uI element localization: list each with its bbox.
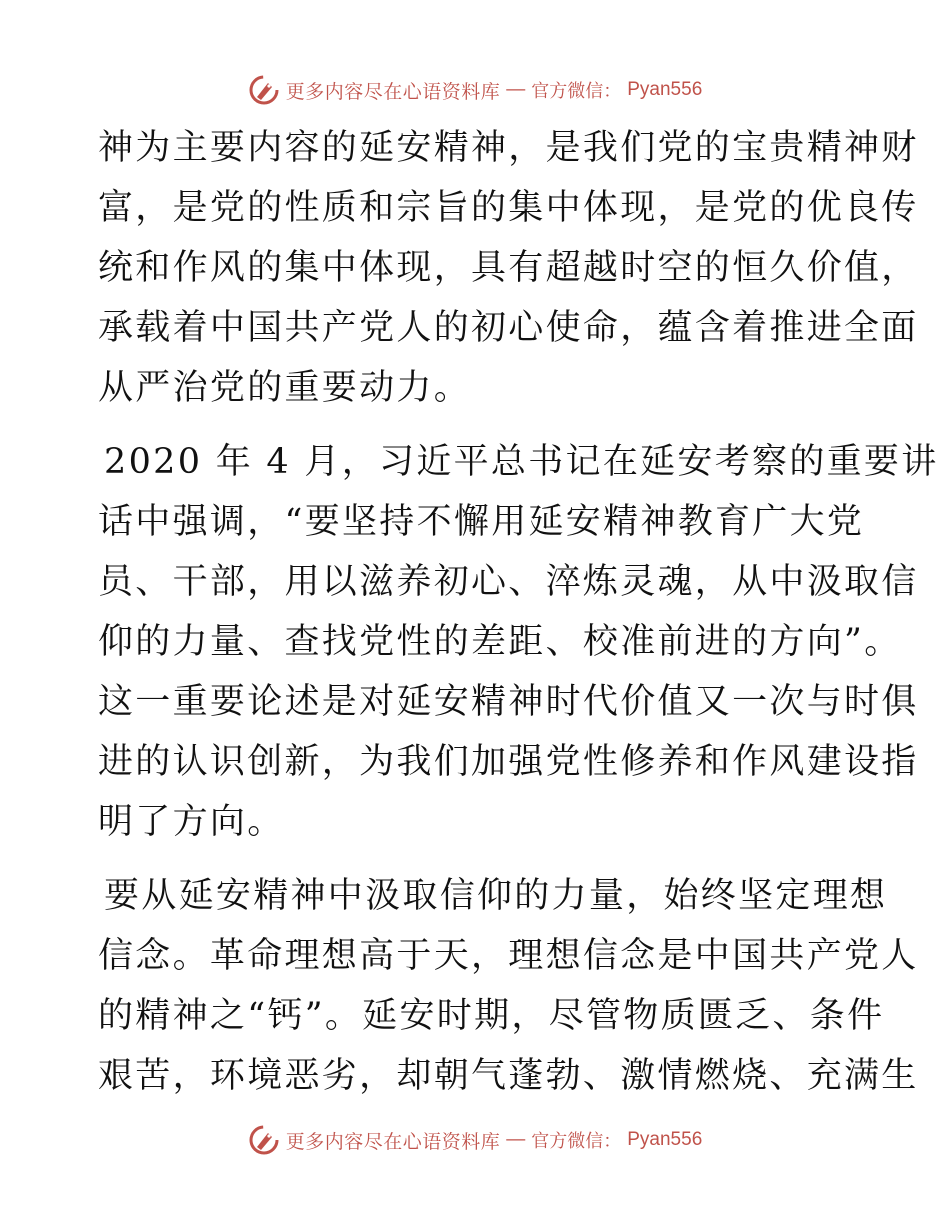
text-line: 话中强调，“要坚持不懈用延安精神教育广大党 [98, 502, 865, 542]
paragraph-1 [98, 118, 919, 418]
header-banner [0, 70, 950, 110]
banner-contact-id: Pyan556 [627, 1129, 703, 1150]
text-line: 艰苦，环境恶劣，却朝气蓬勃、激情燃烧、充满生 [98, 1056, 919, 1096]
banner-separator: — [506, 79, 526, 100]
pen-nib-logo-icon [248, 74, 280, 106]
text-line: 信念。革命理想高于天，理想信念是中国共产党人 [98, 936, 919, 976]
document-body [98, 118, 939, 1120]
banner-contact-label: 官方微信： [531, 81, 622, 102]
text-line: 这一重要论述是对延安精神时代价值又一次与时俱 [98, 682, 919, 722]
text-line: 富，是党的性质和宗旨的集中体现，是党的优良传 [98, 188, 919, 228]
banner-separator: — [506, 1129, 526, 1150]
text-line: 神为主要内容的延安精神，是我们党的宝贵精神财 [98, 128, 919, 168]
text-line: 进的认识创新，为我们加强党性修养和作风建设指 [98, 742, 919, 782]
text-line: 仰的力量、查找党性的差距、校准前进的方向”。 [98, 622, 902, 662]
footer-banner [0, 1120, 950, 1160]
banner-contact-id: Pyan556 [627, 79, 703, 100]
text-line: 统和作风的集中体现，具有超越时空的恒久价值， [98, 248, 919, 288]
banner-slogan: 更多内容尽在心语资料库 [285, 80, 501, 103]
text-line: 明了方向。 [98, 802, 285, 842]
banner-slogan: 更多内容尽在心语资料库 [285, 1130, 501, 1153]
text-line: 要从延安精神中汲取信仰的力量，始终坚定理想 [104, 876, 888, 916]
text-line: 从严治党的重要动力。 [98, 368, 472, 408]
paragraph-2 [98, 432, 939, 852]
text-line: 2020 年 4 月，习近平总书记在延安考察的重要讲 [104, 442, 939, 482]
paragraph-3 [98, 866, 919, 1106]
text-line: 的精神之“钙”。延安时期，尽管物质匮乏、条件 [98, 996, 885, 1036]
text-line: 承载着中国共产党人的初心使命，蕴含着推进全面 [98, 308, 919, 348]
text-line: 员、干部，用以滋养初心、淬炼灵魂，从中汲取信 [98, 562, 919, 602]
pen-nib-logo-icon [248, 1124, 280, 1156]
banner-contact-label: 官方微信： [531, 1131, 622, 1152]
